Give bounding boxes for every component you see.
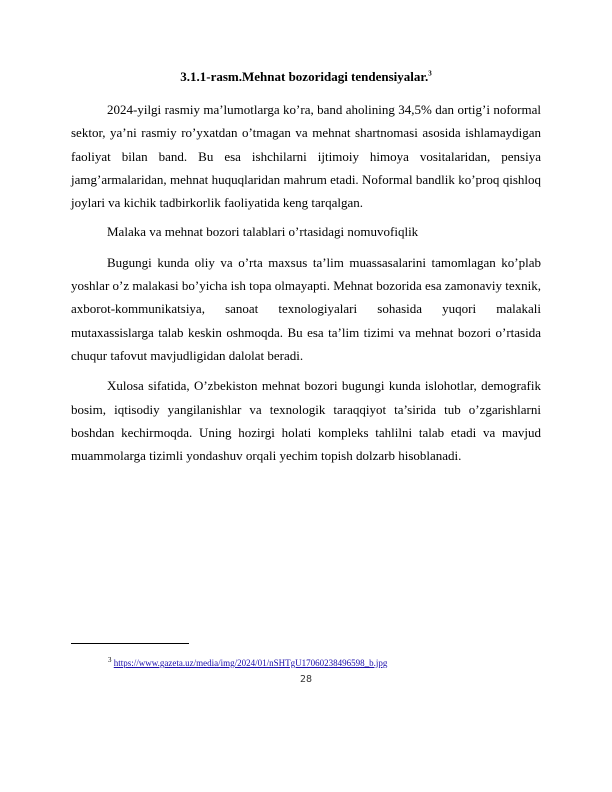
paragraph-graduates-employment: Bugungi kunda oliy va o’rta maxsus ta’lim muassasalarini tamomlagan ko’plab yoshlar o’z malakasi bo’yicha ish topa olmayapti. Mehnat bozorida esa zamonaviy texnik, axborot-kommunikatsiya, sanoat texnologiyalari sohasida yuqori malakali mutaxassislarga talab keskin oshmoqda. Bu esa ta’lim tizimi va mehnat bozori o’rtasida chuqur tafovut mavjudligidan dalolat beradi. <box>71 254 541 363</box>
paragraph-informal-employment: 2024-yilgi rasmiy ma’lumotlarga ko’ra, band aholining 34,5% dan ortig’i noformal sektor, ya’ni rasmiy ro’yxatdan o’tmagan va mehnat shartnomasi asosida ishlamaydigan faoliyat bilan band. Bu esa ishchilarni ijtimoiy himoya vositalaridan, pensiya jamg’armalaridan, mehnat huquqlaridan mahrum etadi. Noformal bandlik ko’proq qishloq joylari va kichik tadbirkorlik faoliyatida keng tarqalgan. <box>71 102 541 211</box>
footnote <box>108 657 387 669</box>
footnote-link[interactable]: https://www.gazeta.uz/media/img/2024/01/nSHTgU17060238496598_b.jpg <box>113 658 388 668</box>
footnote-number: 3 <box>108 656 112 664</box>
section-heading-skills-mismatch: Malaka va mehnat bozori talablari o’rtasidagi nomuvofiqlik <box>107 224 419 240</box>
page-number: 28 <box>299 674 313 685</box>
body-text <box>71 98 541 467</box>
paragraph-conclusion: Xulosa sifatida, O’zbekiston mehnat bozori bugungi kunda islohotlar, demografik bosim, iqtisodiy yangilanishlar va texnologik taraqqiyot ta’sirida tub o’zgarishlarni boshdan kechirmoqda. Uning hozirgi holati kompleks tahlilni talab etadi va mavjud muammolarga tizimli yondashuv orqali yechim topish dolzarb hisoblanadi. <box>71 378 541 464</box>
footnote-separator <box>71 643 189 644</box>
figure-caption <box>71 69 541 85</box>
caption-text: 3.1.1-rasm.Mehnat bozoridagi tendensiyalar. <box>180 69 429 84</box>
caption-footnote-ref[interactable]: 3 <box>428 69 432 78</box>
